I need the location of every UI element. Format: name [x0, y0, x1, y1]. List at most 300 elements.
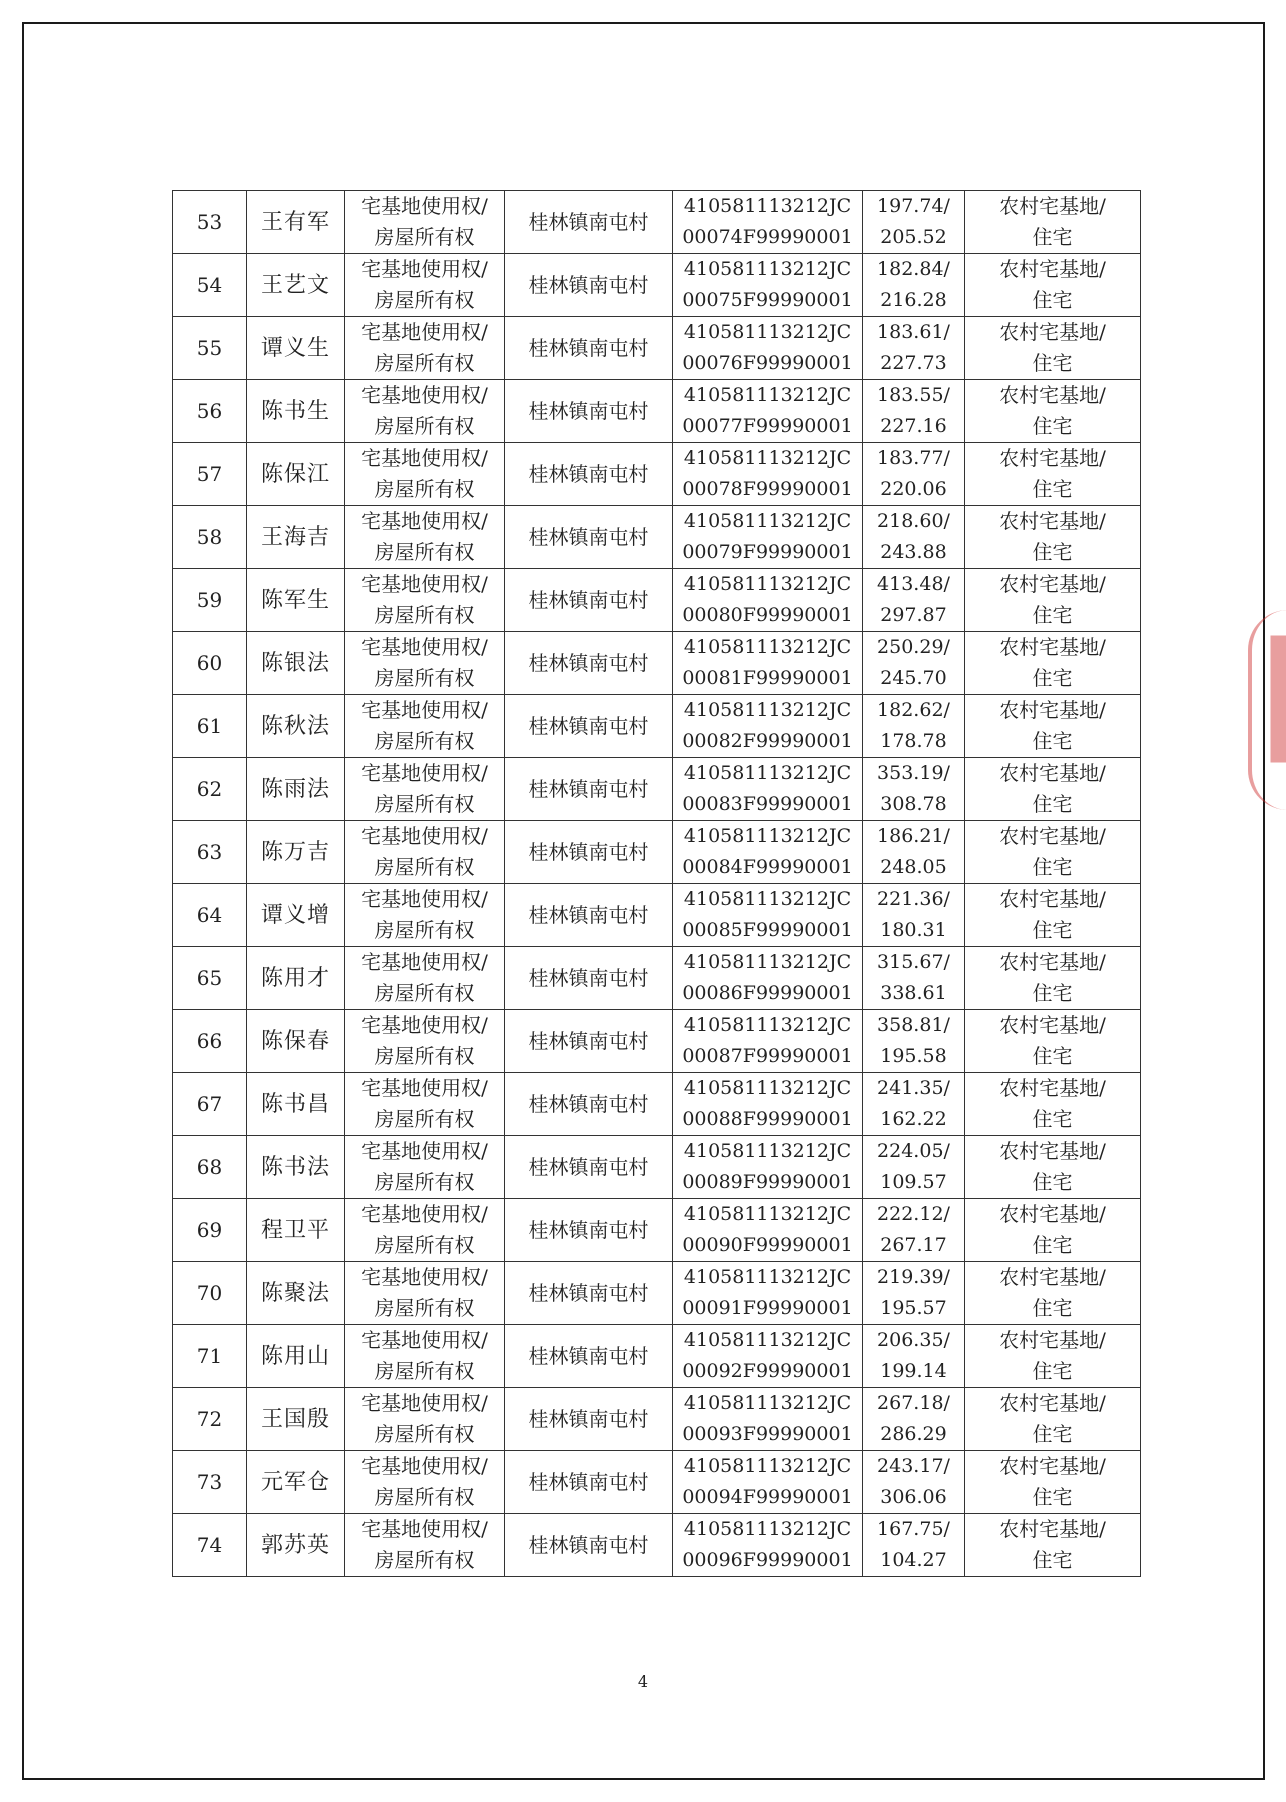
unit-code-line: 00083F99990001	[682, 793, 853, 815]
page-number: 4	[637, 1672, 649, 1691]
area-value-line: 248.05	[880, 856, 947, 878]
area-value	[863, 1136, 965, 1199]
area-value-line: 286.29	[880, 1423, 947, 1445]
location: 桂林镇南屯村	[505, 254, 673, 317]
right-type	[345, 632, 505, 695]
location: 桂林镇南屯村	[505, 1325, 673, 1388]
land-use-line: 住宅	[1032, 918, 1073, 942]
land-use-line: 住宅	[1032, 792, 1073, 816]
location: 桂林镇南屯村	[505, 1136, 673, 1199]
area-value	[863, 506, 965, 569]
right-type-line: 房屋所有权	[374, 1107, 475, 1131]
right-type-line: 宅基地使用权/	[361, 1454, 488, 1478]
owner-name: 陈书生	[247, 380, 345, 443]
area-value-line: 297.87	[880, 604, 947, 626]
unit-code-line: 410581113212JC	[683, 1266, 852, 1288]
area-value	[863, 632, 965, 695]
right-type	[345, 947, 505, 1010]
unit-code-line: 410581113212JC	[683, 1392, 852, 1414]
location: 桂林镇南屯村	[505, 1199, 673, 1262]
unit-code-line: 410581113212JC	[683, 195, 852, 217]
unit-code	[673, 1136, 863, 1199]
location: 桂林镇南屯村	[505, 884, 673, 947]
land-use	[965, 884, 1141, 947]
location: 桂林镇南屯村	[505, 1073, 673, 1136]
unit-code-line: 410581113212JC	[683, 825, 852, 847]
unit-code-line: 00091F99990001	[682, 1297, 853, 1319]
land-use	[965, 1451, 1141, 1514]
area-value-line: 195.58	[880, 1045, 947, 1067]
unit-code-line: 00084F99990001	[682, 856, 853, 878]
unit-code	[673, 506, 863, 569]
unit-code	[673, 191, 863, 254]
land-use-line: 住宅	[1032, 981, 1073, 1005]
unit-code-line: 410581113212JC	[683, 510, 852, 532]
official-seal-fragment	[1248, 610, 1286, 810]
area-value	[863, 821, 965, 884]
row-number: 70	[173, 1262, 247, 1325]
land-use-line: 农村宅基地/	[999, 1454, 1106, 1478]
land-use	[965, 254, 1141, 317]
area-value-line: 338.61	[880, 982, 947, 1004]
land-use-line: 住宅	[1032, 855, 1073, 879]
row-number: 66	[173, 1010, 247, 1073]
land-use-line: 农村宅基地/	[999, 824, 1106, 848]
right-type-line: 房屋所有权	[374, 1170, 475, 1194]
location: 桂林镇南屯村	[505, 380, 673, 443]
right-type-line: 房屋所有权	[374, 414, 475, 438]
row-number: 69	[173, 1199, 247, 1262]
unit-code-line: 410581113212JC	[683, 1140, 852, 1162]
unit-code-line: 00076F99990001	[682, 352, 853, 374]
right-type-line: 房屋所有权	[374, 1422, 475, 1446]
area-value	[863, 1073, 965, 1136]
right-type	[345, 1514, 505, 1577]
row-number: 61	[173, 695, 247, 758]
area-value-line: 178.78	[880, 730, 947, 752]
right-type	[345, 821, 505, 884]
owner-name: 王国殷	[247, 1388, 345, 1451]
area-value-line: 267.17	[880, 1234, 947, 1256]
unit-code	[673, 443, 863, 506]
area-value-line: 221.36/	[877, 888, 950, 910]
location: 桂林镇南屯村	[505, 1262, 673, 1325]
table-row	[173, 947, 1141, 1010]
land-use	[965, 191, 1141, 254]
land-use-line: 住宅	[1032, 1548, 1073, 1572]
area-value	[863, 947, 965, 1010]
right-type-line: 宅基地使用权/	[361, 1202, 488, 1226]
table-row	[173, 380, 1141, 443]
land-use-line: 农村宅基地/	[999, 1517, 1106, 1541]
right-type	[345, 758, 505, 821]
unit-code	[673, 1514, 863, 1577]
area-value-line: 220.06	[880, 478, 947, 500]
area-value-line: 218.60/	[877, 510, 950, 532]
area-value-line: 167.75/	[877, 1518, 950, 1540]
row-number: 53	[173, 191, 247, 254]
unit-code-line: 00075F99990001	[682, 289, 853, 311]
owner-name: 陈用才	[247, 947, 345, 1010]
area-value	[863, 1388, 965, 1451]
right-type	[345, 317, 505, 380]
right-type-line: 房屋所有权	[374, 1485, 475, 1509]
right-type-line: 宅基地使用权/	[361, 446, 488, 470]
table-row	[173, 695, 1141, 758]
table-row	[173, 758, 1141, 821]
table-row	[173, 1325, 1141, 1388]
owner-name: 陈书昌	[247, 1073, 345, 1136]
row-number: 67	[173, 1073, 247, 1136]
right-type-line: 宅基地使用权/	[361, 1328, 488, 1352]
owner-name: 陈军生	[247, 569, 345, 632]
unit-code-line: 00080F99990001	[682, 604, 853, 626]
land-use	[965, 506, 1141, 569]
owner-name: 元军仓	[247, 1451, 345, 1514]
owner-name: 陈银法	[247, 632, 345, 695]
land-use-line: 农村宅基地/	[999, 887, 1106, 911]
location: 桂林镇南屯村	[505, 1388, 673, 1451]
unit-code-line: 00085F99990001	[682, 919, 853, 941]
unit-code	[673, 254, 863, 317]
land-use-line: 住宅	[1032, 729, 1073, 753]
land-use	[965, 569, 1141, 632]
unit-code-line: 00094F99990001	[682, 1486, 853, 1508]
land-use-line: 农村宅基地/	[999, 1328, 1106, 1352]
table-row	[173, 1451, 1141, 1514]
row-number: 59	[173, 569, 247, 632]
area-value-line: 109.57	[880, 1171, 947, 1193]
table-row	[173, 1262, 1141, 1325]
unit-code-line: 410581113212JC	[683, 573, 852, 595]
right-type	[345, 191, 505, 254]
land-use	[965, 821, 1141, 884]
row-number: 63	[173, 821, 247, 884]
unit-code	[673, 821, 863, 884]
land-use-line: 住宅	[1032, 1233, 1073, 1257]
unit-code	[673, 380, 863, 443]
owner-name: 陈聚法	[247, 1262, 345, 1325]
area-value-line: 358.81/	[877, 1014, 950, 1036]
land-use-line: 住宅	[1032, 603, 1073, 627]
area-value-line: 182.84/	[877, 258, 950, 280]
area-value-line: 216.28	[880, 289, 947, 311]
land-use	[965, 695, 1141, 758]
unit-code-line: 410581113212JC	[683, 1518, 852, 1540]
land-use	[965, 1514, 1141, 1577]
land-use-line: 农村宅基地/	[999, 509, 1106, 533]
unit-code-line: 410581113212JC	[683, 258, 852, 280]
table-row	[173, 569, 1141, 632]
right-type	[345, 1010, 505, 1073]
unit-code	[673, 1199, 863, 1262]
land-use-line: 农村宅基地/	[999, 1265, 1106, 1289]
location: 桂林镇南屯村	[505, 758, 673, 821]
land-use-line: 农村宅基地/	[999, 635, 1106, 659]
unit-code	[673, 1451, 863, 1514]
right-type-line: 宅基地使用权/	[361, 635, 488, 659]
land-use-line: 农村宅基地/	[999, 1139, 1106, 1163]
land-use-line: 住宅	[1032, 225, 1073, 249]
unit-code-line: 410581113212JC	[683, 447, 852, 469]
area-value-line: 245.70	[880, 667, 947, 689]
row-number: 58	[173, 506, 247, 569]
area-value-line: 183.77/	[877, 447, 950, 469]
table-row	[173, 506, 1141, 569]
right-type	[345, 506, 505, 569]
table-row	[173, 632, 1141, 695]
unit-code-line: 00088F99990001	[682, 1108, 853, 1130]
unit-code-line: 00077F99990001	[682, 415, 853, 437]
row-number: 73	[173, 1451, 247, 1514]
location: 桂林镇南屯村	[505, 569, 673, 632]
unit-code-line: 00078F99990001	[682, 478, 853, 500]
area-value-line: 162.22	[880, 1108, 947, 1130]
land-use-line: 住宅	[1032, 351, 1073, 375]
right-type-line: 宅基地使用权/	[361, 887, 488, 911]
area-value-line: 222.12/	[877, 1203, 950, 1225]
right-type-line: 宅基地使用权/	[361, 761, 488, 785]
land-use-line: 农村宅基地/	[999, 1076, 1106, 1100]
unit-code	[673, 758, 863, 821]
land-use-line: 住宅	[1032, 1485, 1073, 1509]
right-type	[345, 380, 505, 443]
owner-name: 王海吉	[247, 506, 345, 569]
area-value-line: 104.27	[880, 1549, 947, 1571]
land-use	[965, 632, 1141, 695]
owner-name: 程卫平	[247, 1199, 345, 1262]
unit-code	[673, 1073, 863, 1136]
unit-code-line: 410581113212JC	[683, 888, 852, 910]
area-value-line: 413.48/	[877, 573, 950, 595]
area-value	[863, 695, 965, 758]
area-value	[863, 1010, 965, 1073]
land-use	[965, 1073, 1141, 1136]
land-use-line: 农村宅基地/	[999, 761, 1106, 785]
area-value	[863, 1262, 965, 1325]
area-value-line: 224.05/	[877, 1140, 950, 1162]
unit-code-line: 410581113212JC	[683, 699, 852, 721]
right-type-line: 房屋所有权	[374, 1296, 475, 1320]
area-value-line: 219.39/	[877, 1266, 950, 1288]
land-use	[965, 380, 1141, 443]
table-row	[173, 317, 1141, 380]
land-use	[965, 758, 1141, 821]
right-type-line: 房屋所有权	[374, 855, 475, 879]
unit-code-line: 410581113212JC	[683, 384, 852, 406]
area-value	[863, 758, 965, 821]
unit-code-line: 410581113212JC	[683, 1014, 852, 1036]
area-value-line: 306.06	[880, 1486, 947, 1508]
area-value	[863, 254, 965, 317]
right-type-line: 房屋所有权	[374, 1044, 475, 1068]
land-use-line: 住宅	[1032, 1422, 1073, 1446]
land-use	[965, 1388, 1141, 1451]
area-value-line: 243.88	[880, 541, 947, 563]
row-number: 60	[173, 632, 247, 695]
row-number: 56	[173, 380, 247, 443]
land-use	[965, 1136, 1141, 1199]
owner-name: 陈保江	[247, 443, 345, 506]
table-body	[173, 191, 1141, 1577]
area-value-line: 241.35/	[877, 1077, 950, 1099]
land-use	[965, 1010, 1141, 1073]
land-use-line: 住宅	[1032, 1296, 1073, 1320]
right-type-line: 宅基地使用权/	[361, 1517, 488, 1541]
area-value-line: 197.74/	[877, 195, 950, 217]
area-value-line: 183.55/	[877, 384, 950, 406]
area-value-line: 243.17/	[877, 1455, 950, 1477]
table-row	[173, 191, 1141, 254]
right-type-line: 房屋所有权	[374, 540, 475, 564]
row-number: 54	[173, 254, 247, 317]
unit-code	[673, 884, 863, 947]
row-number: 68	[173, 1136, 247, 1199]
area-value	[863, 1451, 965, 1514]
right-type-line: 宅基地使用权/	[361, 509, 488, 533]
row-number: 55	[173, 317, 247, 380]
unit-code-line: 00090F99990001	[682, 1234, 853, 1256]
right-type-line: 宅基地使用权/	[361, 1013, 488, 1037]
right-type	[345, 1325, 505, 1388]
area-value	[863, 1514, 965, 1577]
location: 桂林镇南屯村	[505, 821, 673, 884]
area-value-line: 250.29/	[877, 636, 950, 658]
land-use-line: 农村宅基地/	[999, 1013, 1106, 1037]
right-type-line: 宅基地使用权/	[361, 572, 488, 596]
right-type	[345, 1451, 505, 1514]
owner-name: 王艺文	[247, 254, 345, 317]
land-use-line: 住宅	[1032, 288, 1073, 312]
right-type-line: 宅基地使用权/	[361, 383, 488, 407]
row-number: 72	[173, 1388, 247, 1451]
area-value-line: 315.67/	[877, 951, 950, 973]
right-type	[345, 569, 505, 632]
right-type-line: 房屋所有权	[374, 1548, 475, 1572]
unit-code-line: 00096F99990001	[682, 1549, 853, 1571]
area-value-line: 206.35/	[877, 1329, 950, 1351]
unit-code-line: 00082F99990001	[682, 730, 853, 752]
land-use-line: 住宅	[1032, 1044, 1073, 1068]
unit-code-line: 00093F99990001	[682, 1423, 853, 1445]
row-number: 64	[173, 884, 247, 947]
area-value	[863, 317, 965, 380]
right-type-line: 宅基地使用权/	[361, 1391, 488, 1415]
right-type	[345, 443, 505, 506]
table-row	[173, 1010, 1141, 1073]
owner-name: 陈万吉	[247, 821, 345, 884]
unit-code	[673, 1010, 863, 1073]
table-row	[173, 884, 1141, 947]
land-use-line: 住宅	[1032, 1359, 1073, 1383]
owner-name: 郭苏英	[247, 1514, 345, 1577]
property-rights-table	[172, 190, 1141, 1577]
owner-name: 王有军	[247, 191, 345, 254]
land-use-line: 农村宅基地/	[999, 950, 1106, 974]
owner-name: 谭义增	[247, 884, 345, 947]
right-type-line: 宅基地使用权/	[361, 698, 488, 722]
unit-code	[673, 1388, 863, 1451]
right-type	[345, 1199, 505, 1262]
area-value-line: 199.14	[880, 1360, 947, 1382]
land-use-line: 住宅	[1032, 666, 1073, 690]
land-use-line: 农村宅基地/	[999, 320, 1106, 344]
right-type-line: 宅基地使用权/	[361, 257, 488, 281]
area-value-line: 182.62/	[877, 699, 950, 721]
right-type-line: 房屋所有权	[374, 981, 475, 1005]
area-value-line: 186.21/	[877, 825, 950, 847]
location: 桂林镇南屯村	[505, 1451, 673, 1514]
location: 桂林镇南屯村	[505, 1514, 673, 1577]
unit-code	[673, 1262, 863, 1325]
land-use-line: 农村宅基地/	[999, 446, 1106, 470]
area-value-line: 267.18/	[877, 1392, 950, 1414]
unit-code-line: 410581113212JC	[683, 321, 852, 343]
table-row	[173, 1136, 1141, 1199]
land-use-line: 住宅	[1032, 540, 1073, 564]
unit-code	[673, 632, 863, 695]
unit-code-line: 00089F99990001	[682, 1171, 853, 1193]
right-type-line: 宅基地使用权/	[361, 824, 488, 848]
right-type-line: 宅基地使用权/	[361, 1265, 488, 1289]
location: 桂林镇南屯村	[505, 317, 673, 380]
table-row	[173, 821, 1141, 884]
location: 桂林镇南屯村	[505, 506, 673, 569]
right-type	[345, 884, 505, 947]
area-value	[863, 1325, 965, 1388]
location: 桂林镇南屯村	[505, 632, 673, 695]
area-value	[863, 884, 965, 947]
unit-code-line: 410581113212JC	[683, 1455, 852, 1477]
area-value-line: 183.61/	[877, 321, 950, 343]
right-type-line: 房屋所有权	[374, 288, 475, 312]
right-type	[345, 695, 505, 758]
right-type-line: 宅基地使用权/	[361, 1076, 488, 1100]
land-use-line: 农村宅基地/	[999, 572, 1106, 596]
row-number: 62	[173, 758, 247, 821]
right-type-line: 房屋所有权	[374, 1359, 475, 1383]
unit-code-line: 00079F99990001	[682, 541, 853, 563]
area-value	[863, 443, 965, 506]
right-type	[345, 1073, 505, 1136]
unit-code	[673, 695, 863, 758]
area-value	[863, 569, 965, 632]
land-use-line: 农村宅基地/	[999, 194, 1106, 218]
land-use	[965, 1325, 1141, 1388]
right-type-line: 房屋所有权	[374, 351, 475, 375]
owner-name: 陈书法	[247, 1136, 345, 1199]
unit-code	[673, 317, 863, 380]
right-type-line: 房屋所有权	[374, 729, 475, 753]
owner-name: 陈雨法	[247, 758, 345, 821]
location: 桂林镇南屯村	[505, 1010, 673, 1073]
unit-code-line: 00086F99990001	[682, 982, 853, 1004]
row-number: 65	[173, 947, 247, 1010]
unit-code-line: 00081F99990001	[682, 667, 853, 689]
right-type	[345, 1136, 505, 1199]
right-type-line: 宅基地使用权/	[361, 950, 488, 974]
row-number: 57	[173, 443, 247, 506]
location: 桂林镇南屯村	[505, 443, 673, 506]
owner-name: 陈保春	[247, 1010, 345, 1073]
row-number: 71	[173, 1325, 247, 1388]
right-type-line: 房屋所有权	[374, 918, 475, 942]
unit-code-line: 00092F99990001	[682, 1360, 853, 1382]
land-use-line: 住宅	[1032, 1107, 1073, 1131]
location: 桂林镇南屯村	[505, 695, 673, 758]
land-use	[965, 947, 1141, 1010]
land-use-line: 农村宅基地/	[999, 698, 1106, 722]
